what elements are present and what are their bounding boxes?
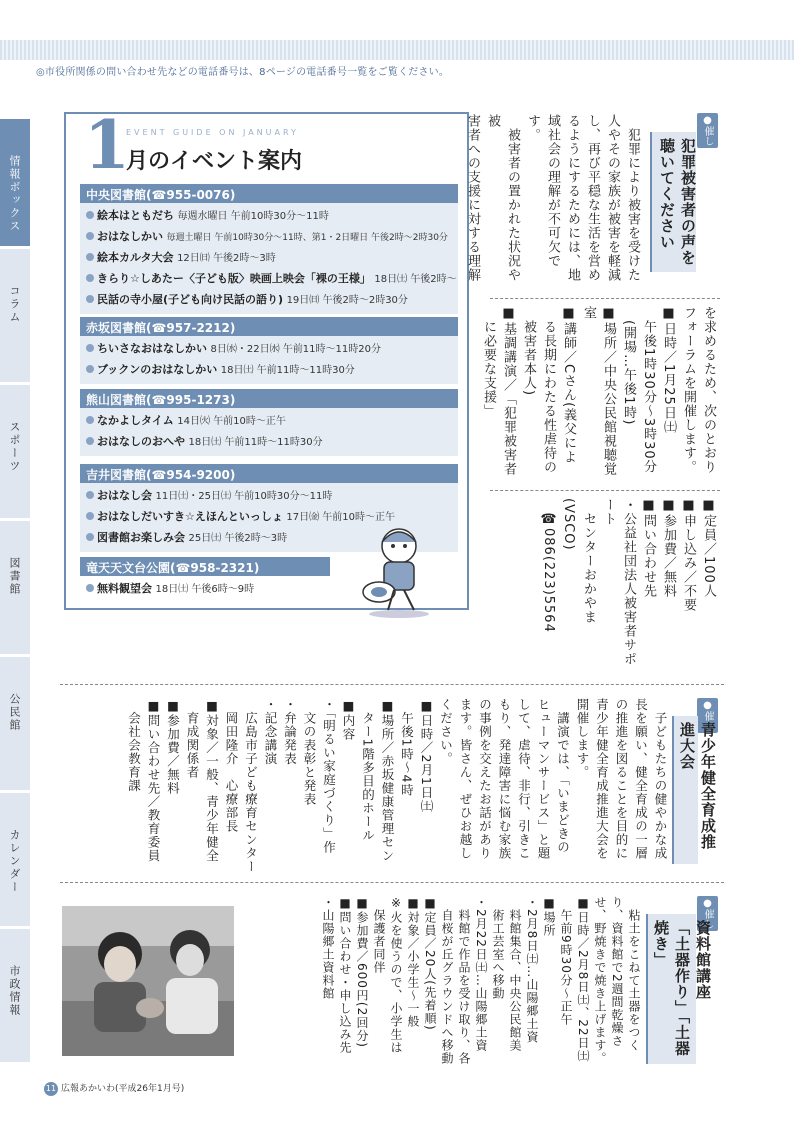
divider xyxy=(490,490,720,491)
event-tag: ●催し xyxy=(697,896,718,931)
page-footer xyxy=(44,1081,184,1096)
side-tab-info[interactable]: 情報ボックス xyxy=(0,118,30,246)
guide-english: EVENT GUIDE ON JANUARY xyxy=(126,128,299,137)
article-body-crime-2: を求めるため、次のとおり フォーラムを開催します。 ■日時／1月25日㈯ 午後1時30分〜3時30分 (開場…午後1時) ■場所／中央公民館視聴覚室 ■講師／Cさん(義父によ る長期にわたる性虐待の 被害者本人) ■基調講演／「犯罪被害者 に必要な支援」 xyxy=(481,306,716,476)
publication-name: 広報あかいわ(平成26年1月号) xyxy=(61,1084,185,1094)
divider xyxy=(60,882,724,883)
library-name: 熊山図書館(☎995-1273) xyxy=(80,389,458,408)
side-tab-column[interactable]: コラム xyxy=(0,248,30,382)
library-name: 吉井図書館(☎954-9200) xyxy=(80,464,458,483)
phone-notice: ◎市役所関係の問い合わせ先などの電話番号は、8ページの電話番号一覧をご覧ください。 xyxy=(36,67,450,78)
event-tag: ●催し xyxy=(697,698,718,733)
side-tab-library[interactable]: 図書館 xyxy=(0,520,30,654)
guide-title: 月のイベント案内 xyxy=(126,149,303,174)
library-name: 赤坂図書館(☎957-2212) xyxy=(80,317,458,336)
list-item: おはなしのおへや 18日㈯ 午前11時〜11時30分 xyxy=(86,432,452,453)
guide-month-number: 1 xyxy=(84,106,130,184)
list-item: 絵本カルタ大会 12日㈰ 午後2時〜3時 xyxy=(86,248,452,269)
article-body-crime-1: 犯罪により被害を受けた 人やその家族が被害を軽減 し、再び平穏な生活を営め るようにするためには、地 域社会の理解が不可欠です。 被害者の置かれた状況や被 害者への支援に対する理解 xyxy=(465,114,640,282)
divider xyxy=(490,298,720,299)
list-item: 民話の寺小屋(子ども向け民話の語り) 19日㈰ 午後2時〜2時30分 xyxy=(86,290,452,311)
article-title-crime xyxy=(650,132,696,272)
list-item: なかよしタイム 14日㈫ 午前10時〜正午 xyxy=(86,411,452,432)
top-band xyxy=(0,40,794,60)
article-body-crime-3: ■定員／100人 ■申し込み／不要 ■参加費／無料 ■問い合わせ先 ・公益社団法人被害者サポート センターおかやま(VSCO) ☎086(223)5564 xyxy=(541,498,716,666)
list-item: 無料観望会 18日㈯ 午後6時〜9時 xyxy=(86,579,324,600)
side-tab-community[interactable]: 公民館 xyxy=(0,656,30,790)
side-tab-sports[interactable]: スポーツ xyxy=(0,384,30,518)
article-body-pottery: 粘土をこねて土器をつく り、資料館で2週間乾燥さ せ、野焼きで焼き上げます。 ■日時／2月8日㈯、22日㈯ 午前9時30分〜正午 ■場所 ・2月8日㈯…山陽郷土資 料館集合、中央公民館美 術工芸室へ移動 ・2月22日㈯…山陽郷土資 料館で作品を受け取り、各 自桜が丘グラウンドへ移動 ■定員／20人(先着順) ■対象／小学生〜一般 ※火を使うので、小学生は 保護者同伴 ■参加費／600円(2回分) ■問い合わせ・申し込み先 ・山陽郷土資料館 xyxy=(321,896,641,1065)
mascot-illustration xyxy=(344,524,454,619)
list-item: おはなしだいすき☆えほんといっしょ 17日㈮ 午前10時〜正午 xyxy=(86,507,452,528)
library-name: 中央図書館(☎955-0076) xyxy=(80,184,458,203)
article-title-line: 犯罪被害者の声を 聴いてください xyxy=(658,138,697,266)
event-guide xyxy=(64,106,469,610)
side-tab-calendar[interactable]: カレンダー xyxy=(0,792,30,926)
observatory xyxy=(80,557,330,603)
list-item: ちいさなおはなしかい 8日㈬・22日㈬ 午前11時〜11時20分 xyxy=(86,339,452,360)
list-item: きらり☆しあたー〈子ども版〉映画上映会「裸の王様」 18日㈯ 午後2時〜 xyxy=(86,269,452,290)
page-number: 11 xyxy=(44,1082,58,1096)
article-title-pottery: 資料館講座 「土器作り」「土器焼き」 xyxy=(646,914,696,1064)
event-tag: ●催し xyxy=(697,113,718,148)
library-kumayama xyxy=(80,389,458,456)
divider xyxy=(60,684,724,685)
list-item: 図書館お楽しみ会 25日㈯ 午後2時〜3時 xyxy=(86,528,452,549)
side-tab-city[interactable]: 市政情報 xyxy=(0,928,30,1062)
list-item: 絵本はともだち 毎週水曜日 午前10時30分〜11時 xyxy=(86,206,452,227)
pottery-photo xyxy=(62,906,234,1056)
library-central xyxy=(80,184,458,314)
list-item: おはなし会 11日㈯・25日㈯ 午前10時30分〜11時 xyxy=(86,486,452,507)
library-akasaka xyxy=(80,317,458,384)
library-name: 竜天天文台公園(☎958-2321) xyxy=(80,557,330,576)
list-item: おはなしかい 毎週土曜日 午前10時30分〜11時、第1・2日曜日 午後2時〜2時30分 xyxy=(86,227,452,248)
article-body-youth: 子どもたちの健やかな成 長を願い、健全育成の一層 の推進を図ることを目的に 青少年健全育成推進大会を 開催します。 講演では、「いまどきの ヒューマンサービス」と題 して、虐待、非行、引きこ もり、発達障害に悩む家族 の事例を交えたお話があり ます。皆さん、ぜひお越し ください。 ■日時／2月1日㈯ 午後1時〜4時 ■場所／赤坂健康管理セン ター1階多目的ホール ■内容 ・「明るい家庭づくり」作 文の表彰と発表 ・弁論発表 ・記念講演 広島市子ども療育センター 岡田隆介 心療部長 ■対象／一般、青少年健全 育成関係者 ■参加費／無料 ■問い合わせ先／教育委員 会社会教育課 xyxy=(126,698,668,874)
article-title-youth: 青少年健全育成推進大会 xyxy=(672,716,698,864)
list-item: ブックンのおはなしかい 18日㈯ 午前11時〜11時30分 xyxy=(86,360,452,381)
